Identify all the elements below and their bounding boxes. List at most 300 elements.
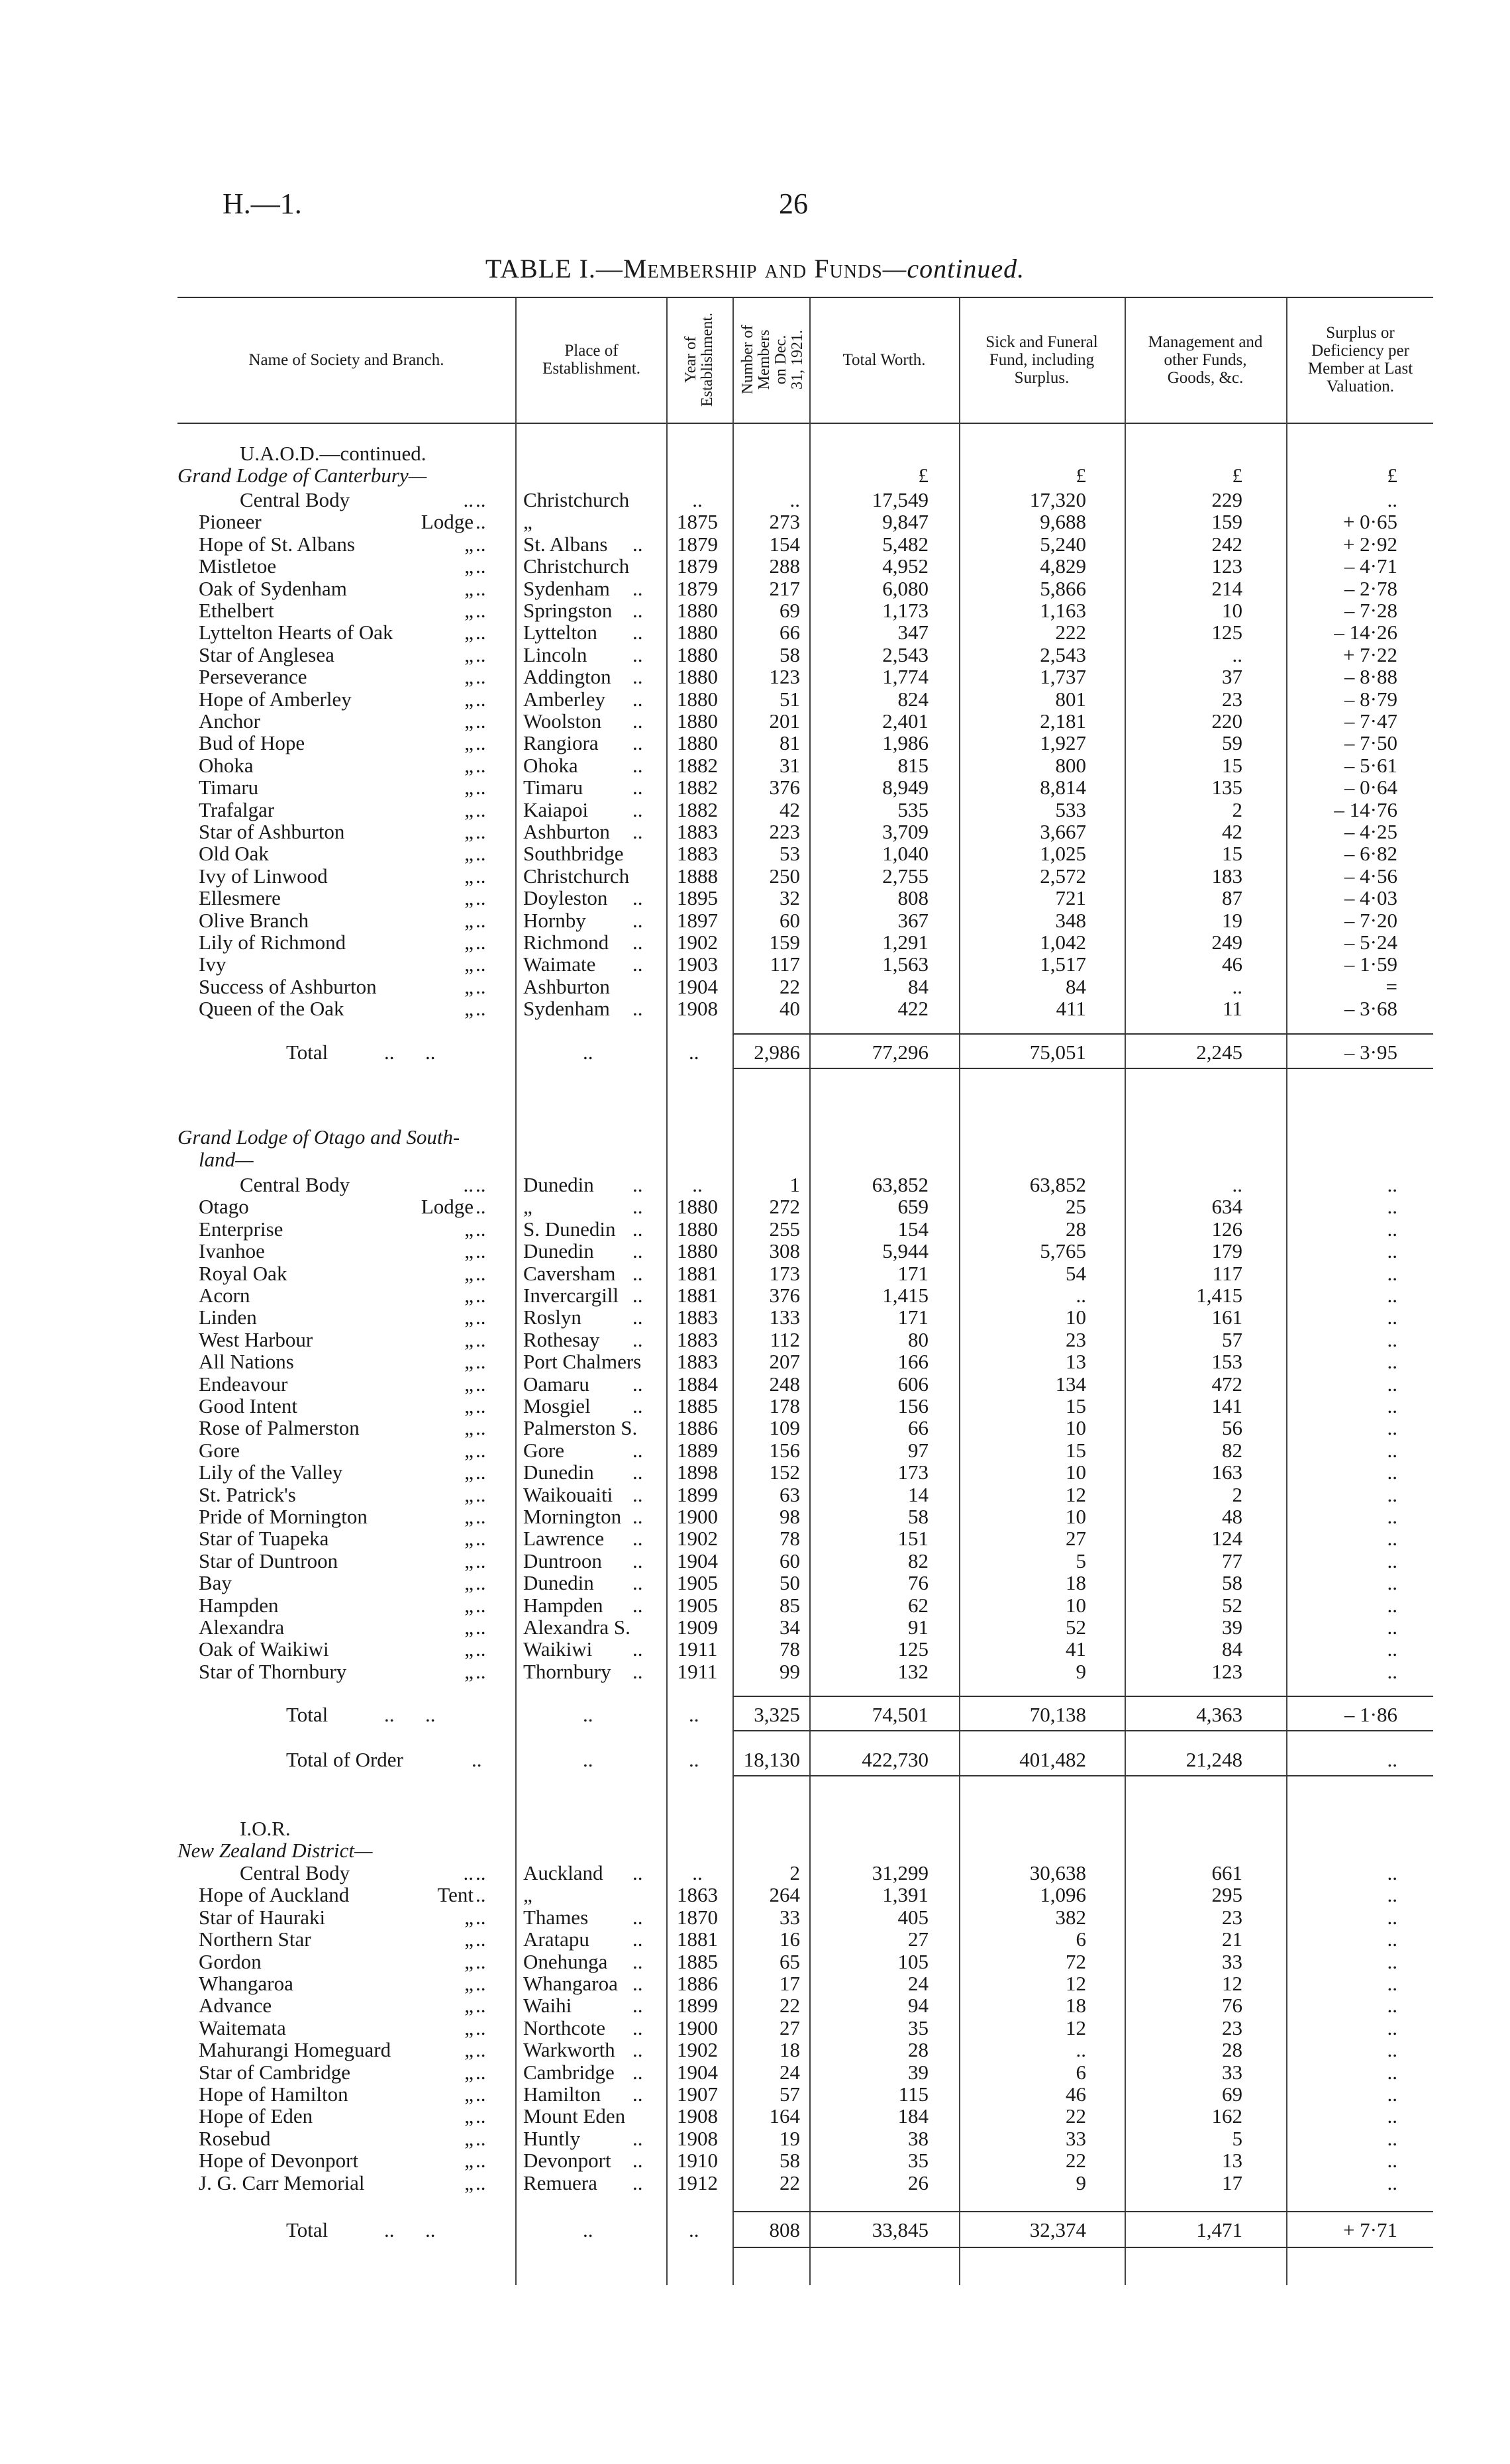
sick-fund: 2,572 [1040,864,1086,888]
branch-suffix: „ [464,1416,474,1440]
members: 109 [769,1416,800,1440]
surplus: = [1385,974,1397,998]
leader-dots: .. [632,1571,643,1595]
surplus: .. [1387,2038,1397,2062]
place: Invercargill [523,1284,619,1307]
sick-fund: 411 [1056,997,1086,1021]
branch-suffix: „ [464,2016,474,2039]
leader-dots: .. [476,1284,486,1307]
branch-suffix: „ [464,797,474,821]
place: S. Dunedin [523,1217,616,1241]
table-row [0,1661,1510,1682]
year: 1880 [677,1217,718,1241]
pound-sign: £ [918,464,929,487]
surplus: – 8·79 [1344,687,1397,711]
year: 1905 [677,1593,718,1617]
leader-dots: .. [476,1217,486,1241]
leader-dots: .. [476,1571,486,1595]
table-row [0,1906,1510,1928]
surplus: .. [1387,1994,1397,2018]
branch-suffix: „ [464,1659,474,1683]
surplus: .. [1387,1261,1397,1285]
branch-name: Hope of Auckland [199,1883,350,1907]
branch-name: Timaru [199,776,259,799]
management-fund: 12 [1222,1972,1242,1995]
leader-dots: .. .. [384,2218,436,2241]
leader-dots: .. [632,731,643,755]
place: Addington [523,665,611,689]
year: 1902 [677,2038,718,2062]
sick-fund: 15 [1066,1394,1086,1417]
members: 3,325 [754,1703,800,1726]
leader-dots: .. [632,2016,643,2039]
leader-dots: .. [632,1994,643,2018]
branch-name: Ivanhoe [199,1239,265,1263]
members: 18,130 [743,1748,800,1771]
leader-dots: .. [632,665,643,689]
total-worth: 76 [908,1571,929,1595]
surplus: – 5·24 [1344,931,1397,954]
leader-dots: .. [476,731,486,755]
total-worth: 422 [897,997,929,1021]
year: 1908 [677,2126,718,2150]
branch-name: Hope of Eden [199,2104,313,2128]
sick-fund: 721 [1055,886,1086,910]
total-row [0,1041,1510,1063]
total-worth: 77,296 [872,1041,929,1064]
table-row [0,732,1510,754]
branch-suffix: „ [464,997,474,1021]
leader-dots: .. [632,1593,643,1617]
leader-dots: .. [476,1527,486,1551]
members: 81 [780,731,800,755]
surplus: .. [1387,1949,1397,1973]
year: 1880 [677,599,718,622]
year: 1900 [677,1505,718,1528]
leader-dots: .. [476,1549,486,1572]
table-row [0,865,1510,887]
members: 178 [769,1394,800,1417]
sick-fund: 8,814 [1040,776,1086,799]
leader-dots: .. [632,1972,643,1995]
table-row [0,1240,1510,1262]
surplus: .. [1387,1637,1397,1661]
surplus: .. [1387,1394,1397,1417]
leader-dots: .. [476,1883,486,1907]
place: Waimate [523,952,596,976]
total-worth: 535 [897,797,929,821]
place: Hampden [523,1593,603,1617]
surplus: – 1·59 [1344,952,1397,976]
branch-name: Rosebud [199,2126,271,2150]
total-of-order-row [0,1749,1510,1771]
surplus: – 14·26 [1334,621,1397,644]
place: Port Chalmers [523,1350,642,1374]
table-row [0,1351,1510,1372]
sick-fund: 10 [1066,1593,1086,1617]
leader-dots: .. [476,864,486,888]
branch-suffix: .. [463,1173,474,1196]
leader-dots: .. [476,488,486,511]
table-title-main: Membership and Funds [623,254,883,283]
surplus: .. [1387,1327,1397,1351]
management-fund: 23 [1222,687,1242,711]
members: 273 [769,510,800,534]
place: Sydenham [523,576,610,600]
leader-dots: .. [632,886,643,910]
year: 1881 [677,1284,718,1307]
surplus: .. [1387,1549,1397,1572]
branch-suffix: „ [464,842,474,866]
place: Ashburton [523,974,610,998]
table-row [0,1373,1510,1395]
table-row [0,511,1510,533]
leader-dots: .. [632,2038,643,2062]
place: Devonport [523,2149,611,2173]
members: 250 [769,864,800,888]
place: Springston [523,599,613,622]
sick-fund: 17,320 [1029,488,1086,511]
year: 1905 [677,1571,718,1595]
place: Duntroon [523,1549,602,1572]
management-fund: 661 [1211,1861,1242,1884]
branch-suffix: „ [464,908,474,932]
place: Woolston [523,709,602,733]
members: 51 [780,687,800,711]
place: Thames [523,1905,589,1929]
place: Gore [523,1438,564,1462]
total-worth: 39 [908,2060,929,2084]
sick-fund: 134 [1055,1372,1086,1396]
members: 22 [780,974,800,998]
management-fund: 214 [1211,576,1242,600]
branch-name: Lyttelton Hearts of Oak [199,621,393,644]
branch-suffix: „ [464,776,474,799]
leader-dots: .. [632,931,643,954]
members: 272 [769,1195,800,1219]
surplus: – 7·20 [1344,908,1397,932]
place: Kaiapoi [523,797,589,821]
year: 1881 [677,1927,718,1951]
surplus: – 5·61 [1344,753,1397,777]
leader-dots: .. [476,1994,486,2018]
sick-fund: 2,543 [1040,642,1086,666]
branch-name: Anchor [199,709,260,733]
management-fund: 23 [1222,2016,1242,2039]
management-fund: 21,248 [1185,1748,1242,1771]
sick-fund: 70,138 [1029,1703,1086,1726]
document-reference: H.—1. [223,187,302,220]
branch-suffix: „ [464,1306,474,1329]
total-worth: 14 [908,1482,929,1506]
year: 1883 [677,1306,718,1329]
management-fund: 11 [1223,997,1242,1021]
leader-dots: .. [632,599,643,622]
total-worth: 173 [897,1461,929,1484]
leader-dots: .. [476,2082,486,2106]
members: 40 [780,997,800,1021]
year: 1883 [677,1350,718,1374]
total-worth: 84 [908,974,929,998]
branch-suffix: „ [464,1217,474,1241]
total-worth: 156 [897,1394,929,1417]
leader-dots: .. [632,1372,643,1396]
leader-dots: .. [476,820,486,843]
members: 152 [769,1461,800,1484]
members: 32 [780,886,800,910]
members: 60 [780,1549,800,1572]
col-header-place: Place of Establishment. [542,342,640,378]
surplus: .. [1387,2104,1397,2128]
leader-dots: .. [476,576,486,600]
total-worth: 9,847 [882,510,929,534]
members: 376 [769,1284,800,1307]
total-worth: 824 [897,687,929,711]
total-worth: 105 [897,1949,929,1973]
management-fund: 48 [1222,1505,1242,1528]
branch-name: Royal Oak [199,1261,287,1285]
total-worth: 405 [897,1905,929,1929]
table-row [0,887,1510,909]
surplus: – 7·28 [1344,599,1397,622]
management-fund: 125 [1211,621,1242,644]
members: 24 [780,2060,800,2084]
table-row [0,578,1510,599]
total-rule [732,2247,1433,2248]
sick-fund: 6 [1076,2060,1086,2084]
branch-suffix: „ [464,621,474,644]
col-header-year-text: Year of Establishment. [682,313,717,407]
leader-dots: .. [476,1861,486,1884]
sick-fund: 46 [1066,2082,1086,2106]
place: „ [523,510,532,534]
surplus: – 4·71 [1344,554,1397,578]
total-rule [732,1033,1433,1035]
management-fund: 4,363 [1196,1703,1242,1726]
sick-fund: 12 [1066,1972,1086,1995]
branch-suffix: „ [464,820,474,843]
branch-suffix: „ [464,1637,474,1661]
total-rule [732,1696,1433,1697]
col-header-name: Name of Society and Branch. [248,350,444,369]
total-worth: 31,299 [872,1861,929,1884]
branch-suffix: „ [464,974,474,998]
branch-name: Perseverance [199,665,307,689]
members: 98 [780,1505,800,1528]
management-fund: 42 [1222,820,1242,843]
management-fund: 2,245 [1196,1041,1242,1064]
total-worth: 8,949 [882,776,929,799]
sick-fund: 52 [1066,1616,1086,1639]
sick-fund: 4,829 [1040,554,1086,578]
table-title-prefix: TABLE I.— [485,254,623,283]
place: Christchurch [523,864,630,888]
table-row [0,843,1510,864]
table-row [0,1417,1510,1439]
leader-dots: .. [632,753,643,777]
year: 1882 [677,776,718,799]
year: 1899 [677,1994,718,2018]
table-row [0,1884,1510,1906]
place: Dunedin [523,1239,594,1263]
place: Dunedin [523,1461,594,1484]
leader-dots: .. [476,1239,486,1263]
district-heading-cont [0,1149,1510,1170]
surplus: .. [1387,1571,1397,1595]
year: 1879 [677,576,718,600]
branch-suffix: „ [464,1394,474,1417]
sick-fund: 63,852 [1029,1173,1086,1196]
sick-fund: 28 [1066,1217,1086,1241]
surplus: – 2·78 [1344,576,1397,600]
total-worth: 4,952 [882,554,929,578]
year: 1883 [677,820,718,843]
management-fund: 472 [1211,1372,1242,1396]
page-number: 26 [779,187,808,220]
branch-suffix: Lodge [421,510,474,534]
surplus: .. [1387,1416,1397,1440]
management-fund: 28 [1222,2038,1242,2062]
management-fund: 56 [1222,1416,1242,1440]
year: 1899 [677,1482,718,1506]
year: .. [692,1173,703,1196]
leader-dots: .. [632,2082,643,2106]
branch-name: Star of Cambridge [199,2060,351,2084]
branch-suffix: „ [464,2082,474,2106]
management-fund: 21 [1222,1927,1242,1951]
total-worth: 171 [897,1306,929,1329]
branch-name: Success of Ashburton [199,974,377,998]
members: 217 [769,576,800,600]
total-worth: 66 [908,1416,929,1440]
members: 154 [769,532,800,556]
leader-dots: .. [632,1239,643,1263]
branch-suffix: „ [464,2038,474,2062]
leader-dots: .. [632,2171,643,2194]
table-row [0,799,1510,821]
management-fund: 295 [1211,1883,1242,1907]
surplus: – 4·25 [1344,820,1397,843]
leader-dots: .. [476,776,486,799]
total-worth: 17,549 [872,488,929,511]
sick-fund: 401,482 [1019,1748,1086,1771]
leader-dots: .. [476,2016,486,2039]
leader-dots: .. [632,1482,643,1506]
sick-fund: 1,163 [1040,599,1086,622]
society-heading-text: U.A.O.D.—continued. [240,442,427,465]
sick-fund: 30,638 [1029,1861,1086,1884]
pound-sign: £ [1076,464,1086,487]
branch-suffix: Tent [437,1883,474,1907]
table-row [0,1951,1510,1973]
branch-name: Lily of Richmond [199,931,346,954]
branch-name: Mistletoe [199,554,277,578]
leader-dots: .. [476,1195,486,1219]
members: 31 [780,753,800,777]
table-row [0,2061,1510,2083]
place: Timaru [523,776,583,799]
members: 57 [780,2082,800,2106]
table-row [0,2105,1510,2127]
leader-dots: .. [632,1217,643,1241]
management-fund: 5 [1232,2126,1242,2150]
members: 63 [780,1482,800,1506]
management-fund: 153 [1211,1350,1242,1374]
year: 1912 [677,2171,718,2194]
branch-suffix: „ [464,864,474,888]
management-fund: 15 [1222,842,1242,866]
management-fund: 162 [1211,2104,1242,2128]
sick-fund: 382 [1055,1905,1086,1929]
year: 1879 [677,554,718,578]
leader-dots: .. [632,1549,643,1572]
place: Oamaru [523,1372,589,1396]
table-row [0,998,1510,1019]
management-fund: 229 [1211,488,1242,511]
branch-name: Central Body [240,1861,350,1884]
leader-dots: .. [632,1261,643,1285]
branch-suffix: „ [464,2104,474,2128]
sick-fund: 1,737 [1040,665,1086,689]
leader-dots: .. [632,709,643,733]
place: Lawrence [523,1527,605,1551]
members: 22 [780,2171,800,2194]
branch-name: Alexandra [199,1616,285,1639]
members: 53 [780,842,800,866]
place: Christchurch [523,554,630,578]
total-rule [732,1068,1433,1069]
year: 1875 [677,510,718,534]
surplus: .. [1387,1659,1397,1683]
leader-dots: .. [476,797,486,821]
place: Mornington [523,1505,622,1528]
leader-dots: .. [476,532,486,556]
year: 1904 [677,2060,718,2084]
place: Caversham [523,1261,616,1285]
year: 1898 [677,1461,718,1484]
place: Hornby [523,908,586,932]
leader-dots: .. [476,1350,486,1374]
leader-dots: .. [476,842,486,866]
surplus: .. [1387,1239,1397,1263]
total-worth: 1,986 [882,731,929,755]
leader-dots: .. [632,1927,643,1951]
sick-fund: 25 [1066,1195,1086,1219]
total-worth: 815 [897,753,929,777]
surplus: .. [1387,1972,1397,1995]
leader-dots: .. [476,1593,486,1617]
branch-name: Queen of the Oak [199,997,344,1021]
members: 58 [780,642,800,666]
management-fund: 52 [1222,1593,1242,1617]
branch-name: Ivy [199,952,226,976]
management-fund: 13 [1222,2149,1242,2173]
leader-dots: .. [476,1327,486,1351]
sick-fund: 84 [1066,974,1086,998]
total-rule [732,1730,1433,1731]
society-heading [0,442,1510,464]
year: 1902 [677,1527,718,1551]
members: 85 [780,1593,800,1617]
branch-name: Lily of the Valley [199,1461,343,1484]
total-worth: 63,852 [872,1173,929,1196]
branch-name: J. G. Carr Memorial [199,2171,365,2194]
branch-suffix: „ [464,1616,474,1639]
members: 16 [780,1927,800,1951]
table-row [0,1862,1510,1884]
sick-fund: 9 [1076,1659,1086,1683]
leader-dots: .. [632,1637,643,1661]
